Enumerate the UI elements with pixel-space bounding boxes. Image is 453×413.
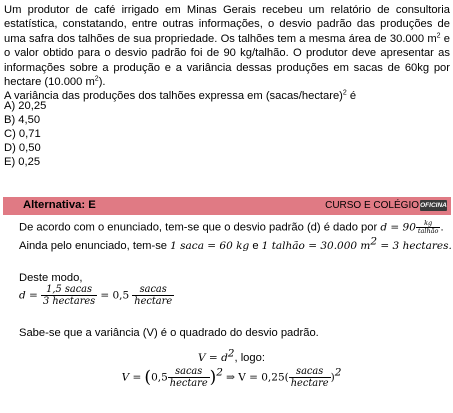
fraction-sacas-hectares: $\frac{\text{1,5 sacas}}{\text{3 hectares}}$ (42, 284, 96, 307)
solution-line-3: Deste modo, (19, 272, 83, 284)
solution-line-6: $V = d^2$, logo: (198, 347, 265, 364)
option-b: B) 4,50 (4, 114, 41, 127)
question-ask: A variância das produções dos talhões expressa em (sacas/hectare)$^2$ é (4, 89, 357, 103)
fraction-sacas-hectare: $\frac{\text{sacas}}{\text{hectare}}$ (134, 284, 173, 307)
oficina-logo: OFICINA (420, 202, 447, 209)
answer-options (4, 99, 46, 169)
solution-line-2: Ainda pelo enunciado, tem-se 1 saca = 60 kg e 1 talhão = 30.000 $m^2 = 3$ hectares. (19, 235, 452, 252)
solution-line-5: Sabe-se que a variância (V) é o quadrado do desvio padrão. (19, 327, 319, 339)
option-d: D) 0,50 (4, 142, 41, 155)
option-c: C) 0,71 (4, 128, 41, 141)
fraction-sacas-hectare-2: $\frac{\text{sacas}}{\text{hectare}}$ (169, 366, 208, 389)
question-text (4, 3, 450, 104)
solution-line-4: d = $\frac{\text{1,5 sacas}}{\text{3 hectares}}$ = 0,5 $\frac{\text{sacas}}{\text{hectare}}$ (19, 284, 173, 307)
option-e: E) 0,25 (4, 156, 41, 169)
brand-name: CURSO E COLÉGIO (325, 200, 419, 211)
solution-line-7: V = (0,5 $\frac{\text{sacas}}{\text{hectare}}$ )$^2$ ⇒ V = 0,25( $\frac{\text{sacas}}{\text{hectare}}$ )$^2$ (121, 366, 342, 389)
fraction-sacas-hectare-3: $\frac{\text{sacas}}{\text{hectare}}$ (290, 366, 329, 389)
answer-label: Alternativa: E (23, 199, 96, 211)
answer-bar (3, 197, 451, 215)
question-paragraph: Um produtor de café irrigado em Minas Gerais recebeu um relatório de consultoria estatística, constatando, entre outras informações, o desvio padrão das produções de uma safra dos talhões de sua propriedade. Os talhões tem a mesma área de 30.000 $m^2$ e o valor obtido para o desvio padrão foi de 90 kg/talhão. O produtor deve apresentar as informações sobre a produção e a variância dessas produções em sacas de 60kg por hectare (10.000 $m^2$). (4, 4, 450, 89)
fraction-kg-talhao: $\frac{kg}{\text{talhão}}$ (417, 219, 439, 235)
solution-line-1: De acordo com o enunciado, tem-se que o desvio padrão (d) é dado por d = 90 $\frac{kg}{\text{talhão}}$ . (19, 219, 444, 235)
option-a: A) 20,25 (4, 100, 47, 112)
